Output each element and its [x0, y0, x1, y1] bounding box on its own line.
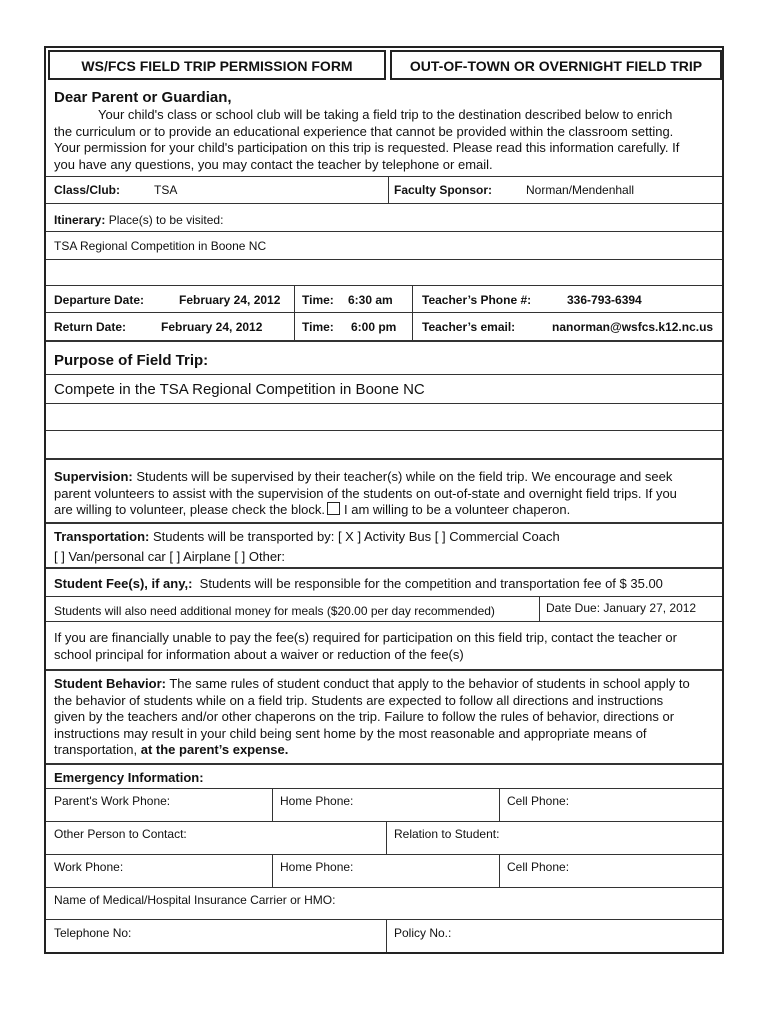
insurance-field[interactable]: Name of Medical/Hospital Insurance Carrier or HMO: — [54, 893, 336, 907]
supervision-label: Supervision: — [54, 469, 133, 484]
divider — [46, 821, 722, 822]
transportation-text — [54, 527, 720, 567]
sponsor-value[interactable]: Norman/Mendenhall — [526, 183, 635, 197]
return-time-label: Time: — [302, 320, 334, 334]
divider — [46, 259, 722, 260]
behavior-line: the behavior of students while on a field trip. Students are expected to follow all directions and instructions — [54, 692, 664, 708]
fee-text — [54, 576, 663, 591]
divider — [46, 522, 722, 524]
intro-text — [54, 107, 720, 173]
departure-date-value[interactable]: February 24, 2012 — [179, 293, 281, 307]
other-contact-field[interactable]: Other Person to Contact: — [54, 827, 187, 841]
itinerary-sub-label: Place(s) to be visited: — [108, 213, 224, 227]
cell-phone-field[interactable]: Cell Phone: — [507, 794, 570, 808]
divider — [46, 458, 722, 460]
divider — [272, 788, 273, 821]
permission-form — [44, 46, 724, 954]
intro-line: you have any questions, you may contact the teacher by telephone or email. — [54, 156, 493, 172]
volunteer-checkbox[interactable] — [327, 502, 340, 515]
behavior-line: The same rules of student conduct that apply to the behavior of students in school apply to — [169, 676, 690, 691]
divider — [294, 285, 295, 340]
greeting: Dear Parent or Guardian, — [54, 89, 232, 106]
intro-line: the curriculum or to provide an educational experience that cannot be provided within the classroom setting. — [54, 123, 674, 139]
intro-line: Your child's class or school club will be taking a field trip to the destination described below to enrich — [98, 107, 673, 122]
divider — [46, 285, 722, 286]
sponsor-label: Faculty Sponsor: — [394, 183, 493, 197]
form-title: WS/FCS FIELD TRIP PERMISSION FORM — [81, 58, 353, 74]
emergency-label: Emergency Information: — [54, 770, 204, 785]
behavior-label: Student Behavior: — [54, 676, 166, 691]
transportation-label: Transportation: — [54, 529, 150, 544]
cell-phone-field-2[interactable]: Cell Phone: — [507, 860, 570, 874]
divider — [46, 176, 722, 177]
divider — [499, 788, 500, 821]
parent-work-phone-field[interactable]: Parent's Work Phone: — [54, 794, 171, 808]
divider — [46, 403, 722, 404]
divider — [46, 621, 722, 622]
class-value[interactable]: TSA — [154, 183, 178, 197]
teacher-phone-value[interactable]: 336-793-6394 — [567, 293, 642, 307]
divider — [46, 231, 722, 232]
divider — [46, 763, 722, 765]
supervision-text — [54, 469, 720, 519]
divider — [46, 567, 722, 569]
supervision-line: Students will be supervised by their teacher(s) while on the field trip. We encourage and seek — [136, 469, 673, 484]
divider — [539, 596, 540, 621]
intro-line: Your permission for your child's participation on this trip is requested. Please read this information carefully. If — [54, 140, 680, 155]
behavior-line: given by the teachers and/or other chaperons on the trip. Failure to follow the rules of behavior, directions or — [54, 709, 675, 724]
divider — [46, 919, 722, 920]
behavior-line: instructions may result in your child being sent home by the most reasonable and appropriate means of — [54, 725, 647, 741]
transportation-options[interactable]: [ ] Van/personal car [ ] Airplane [ ] Other: — [54, 549, 285, 564]
purpose-label: Purpose of Field Trip: — [54, 352, 209, 369]
behavior-text — [54, 676, 724, 759]
waiver-line: If you are financially unable to pay the fee(s) required for participation on this field trip, contact the teacher or — [54, 630, 677, 645]
divider — [46, 203, 722, 204]
volunteer-label: I am willing to be a volunteer chaperon. — [344, 502, 571, 517]
trip-type-title: OUT-OF-TOWN OR OVERNIGHT FIELD TRIP — [409, 58, 703, 74]
purpose-value[interactable]: Compete in the TSA Regional Competition in Boone NC — [54, 381, 425, 398]
divider — [386, 821, 387, 854]
divider — [46, 854, 722, 855]
fee-label: Student Fee(s), if any,: — [54, 576, 193, 591]
behavior-line: transportation, — [54, 742, 138, 757]
fee-amount-text: Students will be responsible for the competition and transportation fee of $ 35.00 — [199, 576, 663, 591]
work-phone-field[interactable]: Work Phone: — [54, 860, 124, 874]
divider — [46, 374, 722, 375]
divider — [412, 285, 413, 340]
departure-date-label: Departure Date: — [54, 293, 145, 307]
divider — [46, 430, 722, 431]
departure-time-value[interactable]: 6:30 am — [348, 293, 393, 307]
return-date-value[interactable]: February 24, 2012 — [161, 320, 263, 334]
date-due: Date Due: January 27, 2012 — [546, 601, 697, 615]
itinerary-value[interactable]: TSA Regional Competition in Boone NC — [54, 239, 267, 253]
return-date-label: Return Date: — [54, 320, 127, 334]
waiver-line: school principal for information about a waiver or reduction of the fee(s) — [54, 646, 464, 662]
teacher-email-value[interactable]: nanorman@wsfcs.k12.nc.us — [552, 320, 714, 334]
telephone-field[interactable]: Telephone No: — [54, 926, 132, 940]
class-label: Class/Club: — [54, 183, 121, 197]
meals-text: Students will also need additional money for meals ($20.00 per day recommended) — [54, 604, 495, 618]
waiver-text — [54, 630, 720, 663]
divider — [46, 596, 722, 597]
divider — [46, 887, 722, 888]
return-time-value[interactable]: 6:00 pm — [351, 320, 397, 334]
behavior-emphasis: at the parent’s expense. — [140, 742, 289, 757]
supervision-line: are willing to volunteer, please check the block. — [54, 502, 325, 517]
home-phone-field-2[interactable]: Home Phone: — [280, 860, 354, 874]
divider — [46, 669, 722, 671]
divider — [46, 312, 722, 313]
divider — [46, 340, 722, 342]
home-phone-field[interactable]: Home Phone: — [280, 794, 354, 808]
teacher-phone-label: Teacher’s Phone #: — [422, 293, 532, 307]
relation-field[interactable]: Relation to Student: — [394, 827, 500, 841]
divider — [499, 854, 500, 887]
divider — [46, 788, 722, 789]
itinerary-label: Itinerary: — [54, 213, 106, 227]
transportation-options[interactable]: Students will be transported by: [ X ] Activity Bus [ ] Commercial Coach — [152, 529, 560, 544]
departure-time-label: Time: — [302, 293, 334, 307]
teacher-email-label: Teacher’s email: — [422, 320, 516, 334]
divider — [272, 854, 273, 887]
divider — [386, 919, 387, 952]
policy-field[interactable]: Policy No.: — [394, 926, 452, 940]
supervision-line: parent volunteers to assist with the supervision of the students on out-of-state and overnight field trips. If you — [54, 485, 677, 501]
divider — [388, 176, 389, 203]
itinerary-heading — [54, 213, 223, 227]
